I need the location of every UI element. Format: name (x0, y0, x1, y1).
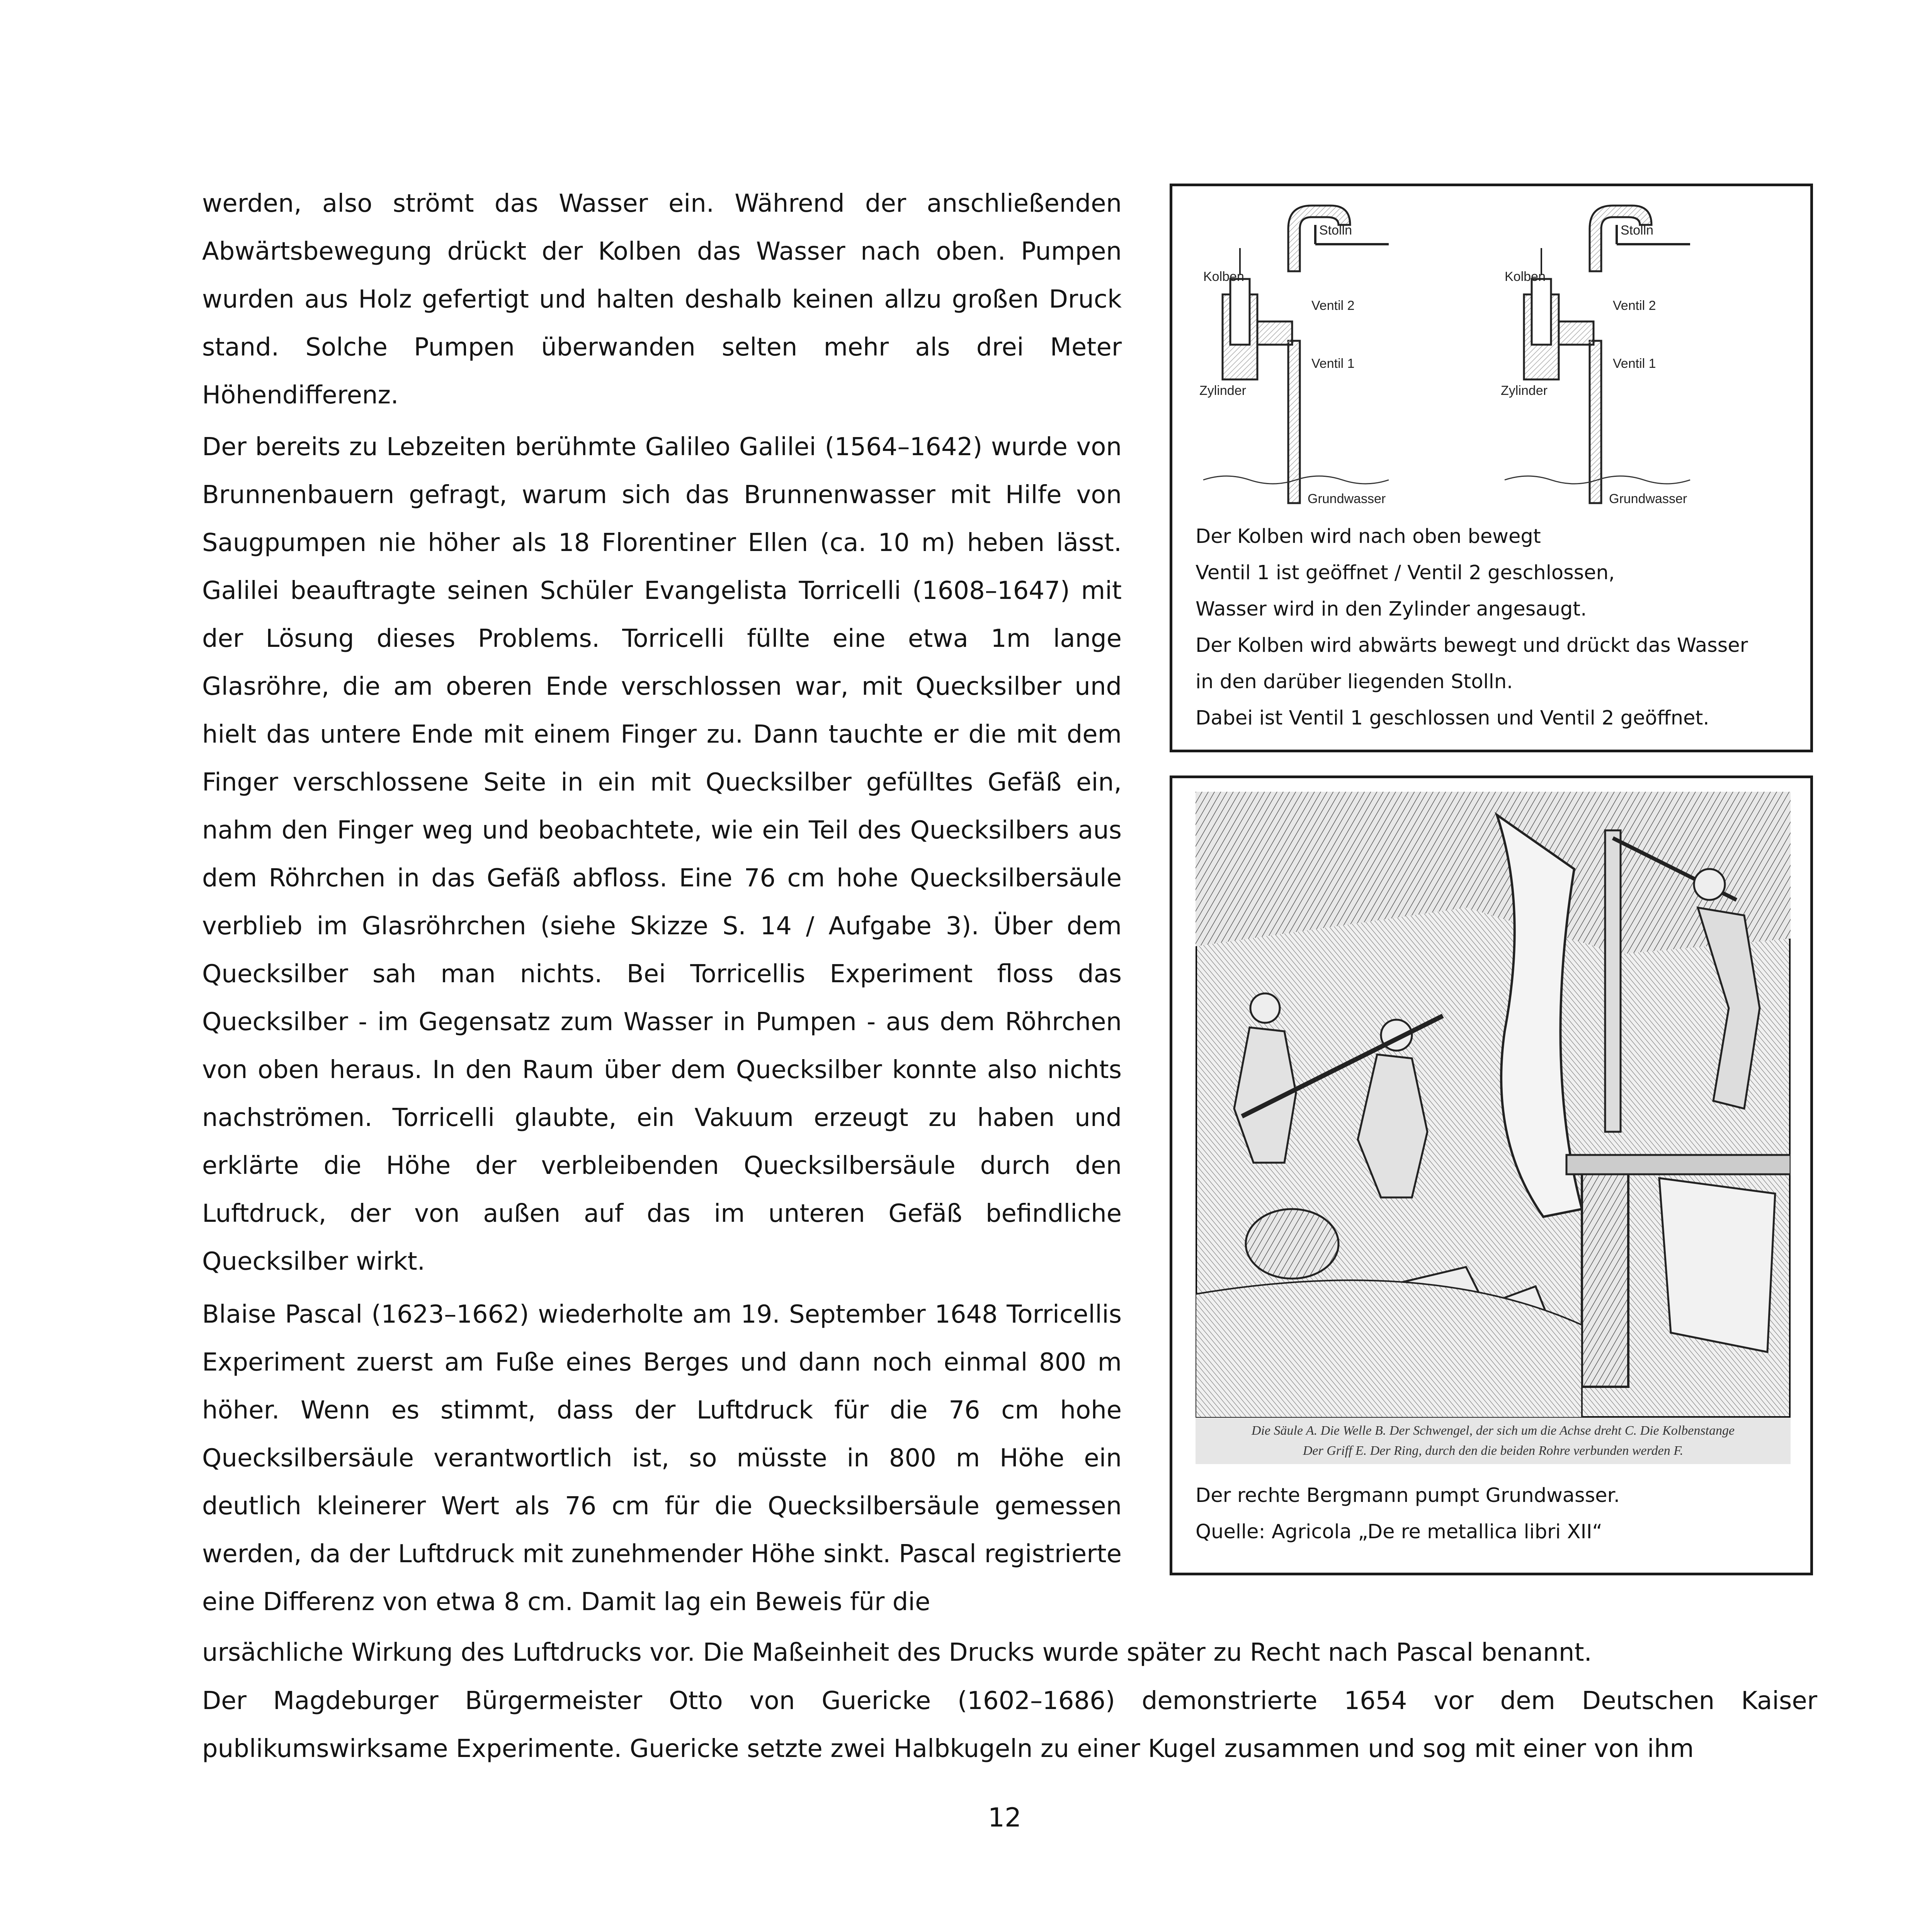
label-grundwasser-right: Grundwasser (1609, 492, 1687, 506)
paragraph-pascal-main: Blaise Pascal (1623–1662) wiederholte am 19. September 1648 Torricellis Experiment zuerst am Fuße eines Berges und dann noch einmal 800 m höher. Wenn es stimmt, dass der Luftdruck für die 76 cm hohe Quecksilbersäule verantwortlich ist, so müsste in 800 m Höhe ein deutlich kleinerer Wert als 76 cm für die Quecksilbersäule gemessen werden, da der Luftdruck mit zunehmender Höhe sinkt. Pascal registrierte eine Differenz von etwa 8 cm. Damit lag ein Beweis für die (202, 1300, 1122, 1616)
label-zylinder-left: Zylinder (1199, 383, 1246, 398)
caption-line: Quelle: Agricola „De re metallica libri XII“ (1196, 1520, 1602, 1543)
caption-line: in den darüber liegenden Stolln. (1196, 670, 1513, 693)
figure-pump-diagram (1170, 184, 1813, 752)
paragraph-pascal (202, 1291, 1122, 1626)
caption-line: Ventil 1 ist geöffnet / Ventil 2 geschlossen, (1196, 561, 1615, 584)
caption-line: Dabei ist Ventil 1 geschlossen und Ventil 2 geöffnet. (1196, 707, 1709, 730)
label-ventil1-right: Ventil 1 (1613, 356, 1656, 371)
figure-woodcut (1170, 776, 1813, 1575)
caption-line: Der rechte Bergmann pumpt Grundwasser. (1196, 1484, 1620, 1507)
caption-line: Der Kolben wird nach oben bewegt (1196, 525, 1541, 548)
label-ventil2-right: Ventil 2 (1613, 298, 1656, 313)
caption-line: Der Kolben wird abwärts bewegt und drückt das Wasser (1196, 634, 1748, 657)
pump-left (1199, 206, 1389, 506)
woodcut-legend-line: Die Säule A. Die Welle B. Der Schwengel, der sich um die Achse dreht C. Die Kolbenstange (1251, 1423, 1735, 1438)
pump-right (1501, 206, 1690, 506)
caption-line: Wasser wird in den Zylinder angesaugt. (1196, 598, 1587, 621)
paragraph-galileo-torricelli: Der bereits zu Lebzeiten berühmte Galileo Galilei (1564–1642) wurde von Brunnenbauern gefragt, warum sich das Brunnenwasser mit Hilfe von Saugpumpen nie höher als 18 Florentiner Ellen (ca. 10 m) heben lässt. Galilei beauftragte seinen Schüler Evangelista Torricelli (1608–1647) mit der Lösung dieses Problems. Torricelli füllte eine etwa 1m lange Glasröhre, die am oberen Ende verschlossen war, mit Quecksilber und hielt das untere Ende mit einem Finger zu. Dann tauchte er die mit dem Finger verschlossene Seite in ein mit Quecksilber gefülltes Gefäß ein, nahm den Finger weg und beobachtete, wie ein Teil des Quecksilbers aus dem Röhrchen in das Gefäß abfloss. Eine 76 cm hohe Quecksilbersäule verblieb im Glasröhrchen (siehe Skizze S. 14 / Aufgabe 3). Über dem Quecksilber sah man nichts. Bei Torricellis Experiment floss das Quecksilber - im Gegensatz zum Wasser in Pumpen - aus dem Röhrchen von oben heraus. In den Raum über dem Quecksilber konnte also nichts nachströmen. Torricelli glaubte, ein Vakuum erzeugt zu haben und erklärte die Höhe der verbleibenden Quecksilbersäule durch den Luftdruck, der von außen auf das im unteren Gefäß befindliche Quecksilber wirkt. (202, 433, 1122, 1276)
paragraph-pump-intro: werden, also strömt das Wasser ein. Während der anschließenden Abwärtsbewegung drückt der Kolben das Wasser nach oben. Pumpen wurden aus Holz gefertigt und halten deshalb keinen allzu großen Druck stand. Solche Pumpen überwanden selten mehr als drei Meter Höhendifferenz. (202, 189, 1122, 410)
figure1-caption (1196, 519, 1795, 736)
figure2-caption (1196, 1478, 1795, 1550)
paragraph-guericke: Der Magdeburger Bürgermeister Otto von Guericke (1602–1686) demonstrierte 1654 vor dem Deutschen Kaiser publikumswirksame Experimente. Guericke setzte zwei Halbkugeln zu einer Kugel zusammen und sog mit einer von ihm (202, 1687, 1817, 1763)
label-ventil2-left: Ventil 2 (1311, 298, 1355, 313)
pump-diagram (1196, 194, 1791, 519)
label-kolben-right: Kolben (1505, 269, 1546, 284)
woodcut-image (1196, 792, 1791, 1418)
label-stolln-left: Stolln (1319, 223, 1352, 238)
label-stolln-right: Stolln (1621, 223, 1654, 238)
label-kolben-left: Kolben (1203, 269, 1244, 284)
woodcut-legend (1196, 1418, 1791, 1464)
label-ventil1-left: Ventil 1 (1311, 356, 1355, 371)
woodcut-legend-line: Der Griff E. Der Ring, durch den die beiden Rohre verbunden werden F. (1303, 1444, 1684, 1458)
paragraph-pascal-tail: ursächliche Wirkung des Luftdrucks vor. Die Maßeinheit des Drucks wurde später zu Recht nach Pascal benannt. (202, 1638, 1592, 1667)
label-zylinder-right: Zylinder (1501, 383, 1548, 398)
page-number: 12 (988, 1803, 1022, 1833)
label-grundwasser-left: Grundwasser (1308, 492, 1386, 506)
